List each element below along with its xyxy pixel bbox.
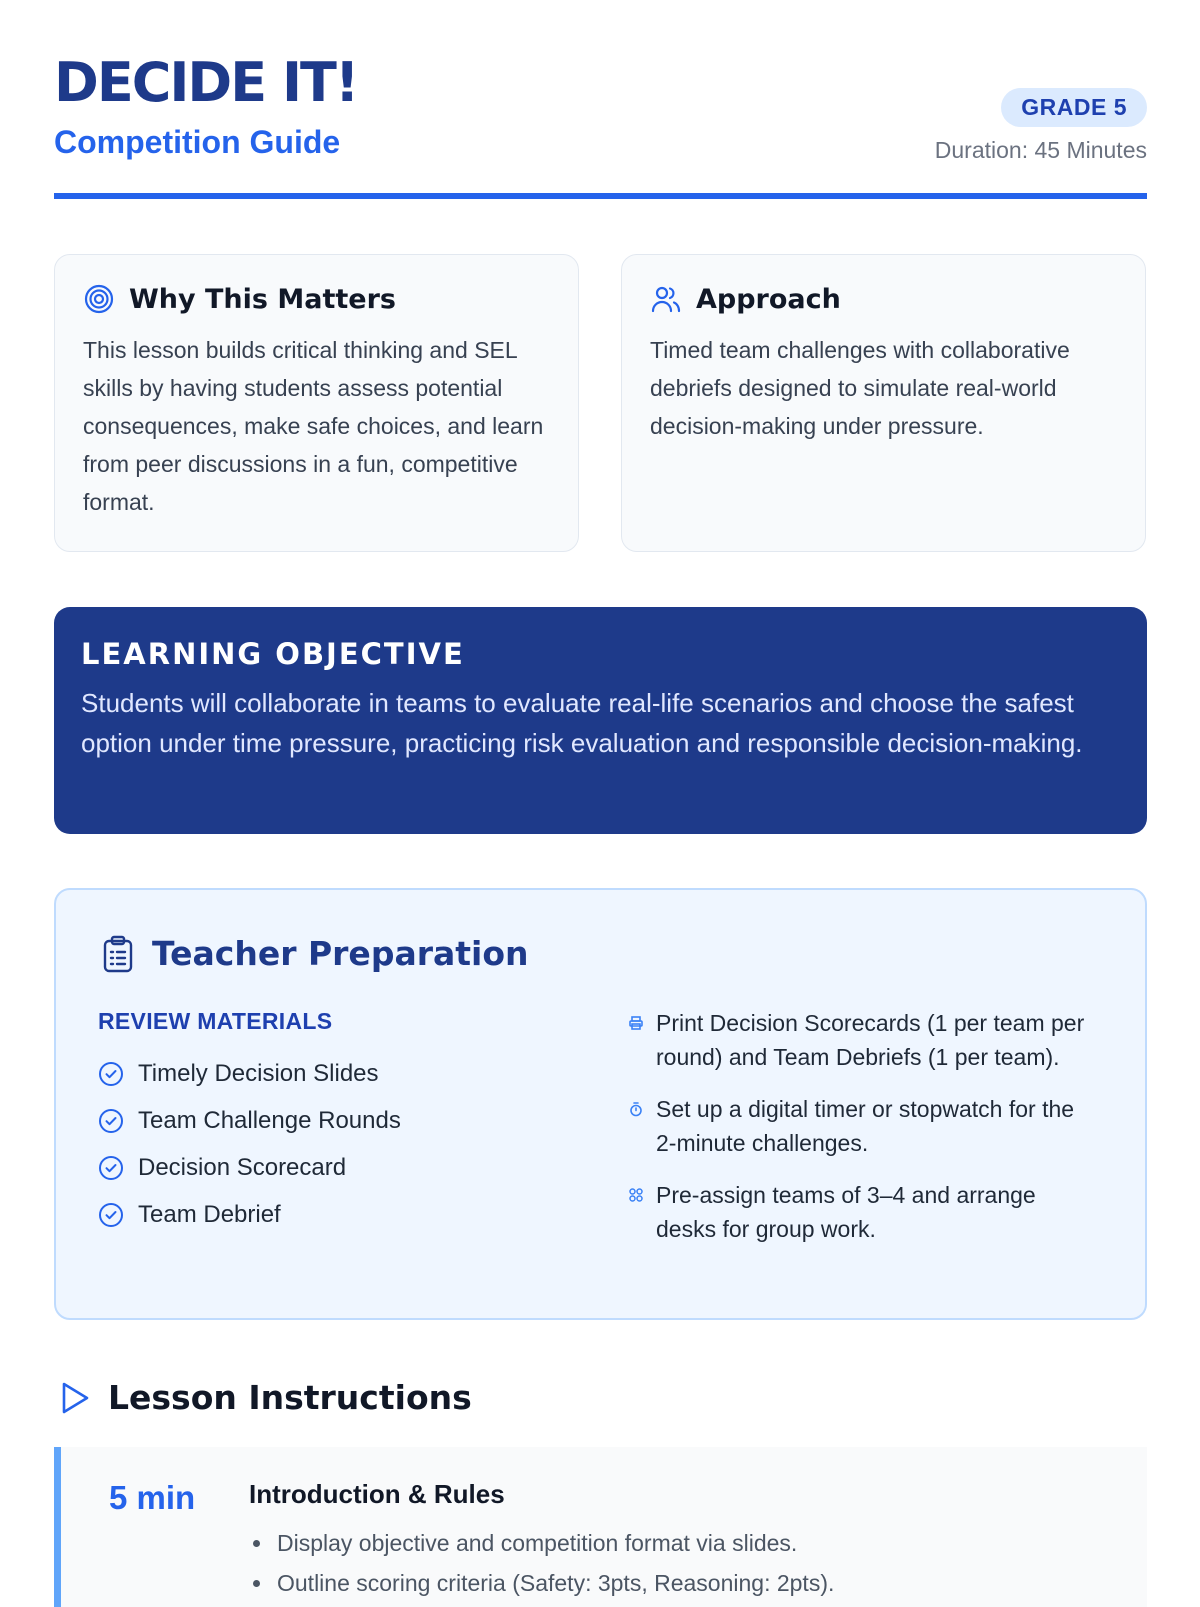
approach-card-body: Timed team challenges with collaborative debriefs designed to simulate real-world decision-making under pressure. [650, 337, 1070, 439]
lesson-page [54, 0, 1147, 1596]
why-card-header [83, 281, 550, 317]
prep-title: Teacher Preparation [152, 934, 529, 973]
prep-task [628, 1178, 1098, 1246]
material-label: Decision Scorecard [138, 1153, 347, 1181]
target-icon [83, 283, 115, 315]
step-bullets [249, 1523, 834, 1603]
approach-card-header [650, 281, 1117, 317]
material-label: Team Debrief [138, 1200, 281, 1228]
prep-task-text: Print Decision Scorecards (1 per team per round) and Team Debriefs (1 per team). [656, 1010, 1085, 1070]
learning-objective [54, 607, 1147, 834]
material-item [98, 1191, 401, 1238]
material-item [98, 1097, 401, 1144]
why-card-body: This lesson builds critical thinking and SEL skills by having students assess potential consequences, make safe choices, and learn from peer discussions in a fun, competitive format. [83, 337, 544, 515]
prep-task-list [628, 1006, 1098, 1246]
review-materials-label: REVIEW MATERIALS [98, 1008, 333, 1034]
header-divider [54, 193, 1147, 199]
duration-text: Duration: 45 Minutes [934, 137, 1147, 163]
approach-card-title: Approach [696, 283, 841, 315]
why-card [54, 254, 579, 552]
material-item [98, 1050, 401, 1097]
page-header [54, 0, 1147, 200]
prep-task-text: Pre-assign teams of 3–4 and arrange desks for group work. [656, 1182, 1036, 1242]
check-circle-icon [98, 1061, 124, 1087]
objective-title: LEARNING OBJECTIVE [81, 637, 465, 671]
materials-list [98, 1050, 401, 1238]
printer-icon [628, 1015, 644, 1031]
grade-badge: GRADE 5 [1001, 88, 1147, 127]
step-title: Introduction & Rules [249, 1479, 505, 1509]
prep-task-text: Set up a digital timer or stopwatch for the 2-minute challenges. [656, 1096, 1075, 1156]
users-icon [650, 283, 682, 315]
clipboard-icon [100, 935, 136, 973]
lesson-step [54, 1447, 1147, 1607]
check-circle-icon [98, 1108, 124, 1134]
stopwatch-icon [628, 1101, 644, 1117]
prep-header [100, 934, 529, 973]
check-circle-icon [98, 1202, 124, 1228]
play-icon [58, 1380, 92, 1416]
info-cards [54, 254, 1147, 554]
lesson-instructions-title: Lesson Instructions [108, 1378, 472, 1417]
material-label: Timely Decision Slides [138, 1059, 379, 1087]
step-duration: 5 min [109, 1479, 196, 1516]
material-label: Team Challenge Rounds [138, 1106, 401, 1134]
group-icon [628, 1187, 644, 1203]
lesson-instructions-header [58, 1378, 472, 1417]
why-card-title: Why This Matters [129, 283, 396, 315]
prep-task [628, 1006, 1098, 1074]
check-circle-icon [98, 1155, 124, 1181]
material-item [98, 1144, 401, 1191]
teacher-preparation [54, 888, 1147, 1320]
page-subtitle: Competition Guide [54, 124, 341, 160]
approach-card [621, 254, 1146, 552]
objective-body: Students will collaborate in teams to evaluate real-life scenarios and choose the safest option under time pressure, practicing risk evaluation and responsible decision-making. [81, 688, 1083, 758]
prep-task [628, 1092, 1098, 1160]
step-bullet: Display objective and competition format via slides. [249, 1523, 834, 1563]
page-title: DECIDE IT! [54, 51, 358, 114]
step-bullet: Outline scoring criteria (Safety: 3pts, Reasoning: 2pts). [249, 1563, 834, 1603]
